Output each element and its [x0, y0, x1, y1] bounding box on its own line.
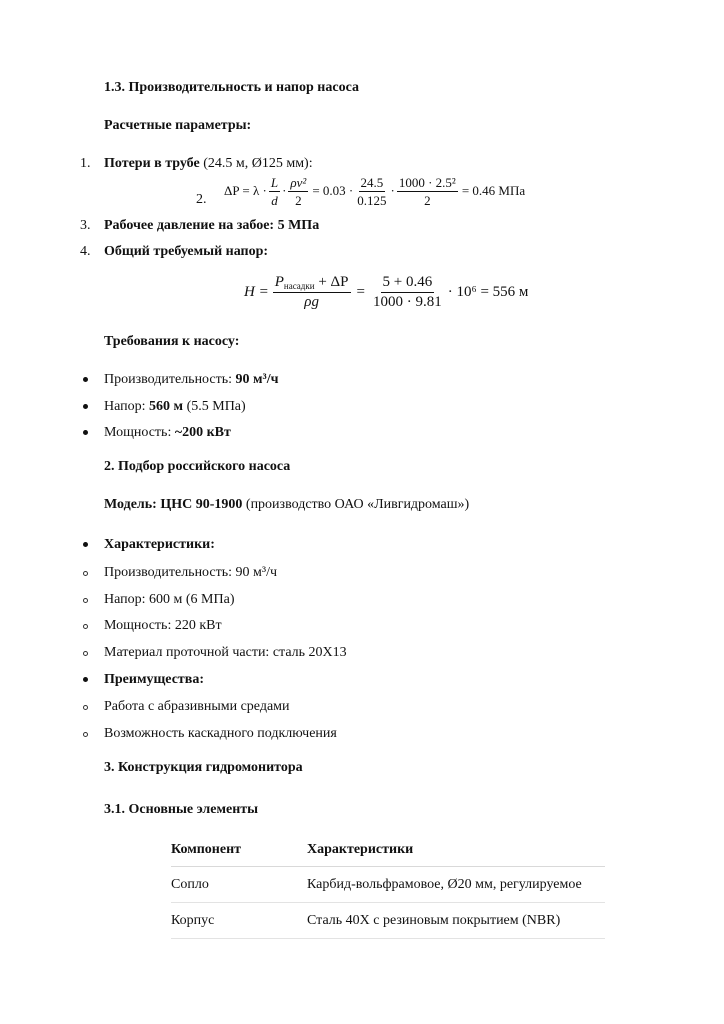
formula-h-eq: =	[356, 283, 365, 300]
bullet-circle	[83, 705, 88, 710]
symbol-p: P	[274, 273, 284, 290]
subscript-nozzle: насадки	[283, 280, 315, 291]
bullet-circle	[83, 624, 88, 629]
formula-pressure-loss	[224, 171, 525, 211]
table-row	[171, 867, 605, 903]
char-capacity: Производительность: 90 м³/ч	[104, 565, 277, 580]
formula-dp-eq1: = 0.03 ·	[312, 183, 354, 198]
fraction-values	[371, 274, 444, 311]
fraction-l-over-d	[269, 175, 280, 208]
list-number-4: 4.	[80, 244, 91, 259]
calc-params-title: Расчетные параметры:	[104, 118, 252, 133]
pipe-loss-params: (24.5 м, Ø125 мм):	[199, 156, 313, 171]
dot-operator: ·	[390, 183, 395, 198]
fraction-length-diameter	[355, 175, 388, 208]
frac-num: ρv²	[290, 174, 307, 190]
frac-num	[273, 274, 351, 293]
header-component: Компонент	[171, 834, 307, 867]
adv-abrasive: Работа с абразивными средами	[104, 699, 290, 714]
pump-requirements-title: Требования к насосу:	[104, 334, 240, 349]
char-material: Материал проточной части: сталь 20Х13	[104, 645, 347, 660]
list-item-total-head: Общий требуемый напор:	[104, 244, 269, 259]
req-power	[104, 424, 231, 442]
formula-h-lhs: H =	[244, 283, 269, 300]
model-label: Модель: ЦНС 90-1900	[104, 497, 243, 512]
dot-operator: ·	[282, 183, 287, 198]
table-row	[171, 903, 605, 939]
frac-num: 24.5	[360, 174, 384, 190]
frac-den: 2	[295, 192, 302, 208]
frac-den: ρg	[304, 293, 319, 310]
frac-den: 0.125	[357, 192, 387, 208]
table-cell: Сталь 40Х с резиновым покрытием (NBR)	[307, 903, 605, 939]
frac-den: d	[271, 192, 278, 208]
fraction-rho-v2	[288, 175, 308, 208]
bullet-circle	[83, 651, 88, 656]
req-value: 560 м	[149, 399, 184, 414]
numerator-rest: + ΔP	[314, 273, 349, 290]
fraction-dynamic-pressure	[397, 175, 458, 208]
formula-total-head	[244, 271, 528, 313]
header-characteristics: Характеристики	[307, 834, 605, 867]
pipe-loss-label: Потери в трубе	[104, 156, 200, 171]
formula-dp-lhs: ΔP = λ ·	[224, 183, 267, 198]
formula-h-result: · 10⁶ = 556 м	[447, 283, 529, 300]
section-heading-3-1: 3.1. Основные элементы	[104, 802, 259, 817]
req-extra: (5.5 МПа)	[183, 399, 246, 414]
list-number-2: 2.	[196, 192, 207, 207]
section-heading-3: 3. Конструкция гидромонитора	[104, 760, 303, 775]
frac-num: 1000 · 2.5²	[398, 174, 456, 190]
req-label: Напор:	[104, 399, 150, 414]
bullet-disc	[83, 542, 88, 547]
table-cell: Корпус	[171, 903, 307, 939]
model-manufacturer: (производство ОАО «Ливгидромаш»)	[242, 497, 470, 512]
bullet-disc	[83, 377, 88, 382]
list-number-1: 1.	[80, 156, 91, 171]
bullet-circle	[83, 598, 88, 603]
frac-num: 5 + 0.46	[381, 274, 435, 293]
pump-model	[104, 496, 469, 514]
adv-cascade: Возможность каскадного подключения	[104, 726, 337, 741]
req-capacity	[104, 371, 279, 389]
formula-dp-result: = 0.46 МПа	[461, 183, 526, 198]
frac-den: 1000 · 9.81	[373, 293, 442, 310]
req-label: Производительность:	[104, 372, 236, 387]
table-cell: Карбид-вольфрамовое, Ø20 мм, регулируемое	[307, 867, 605, 903]
req-value: 90 м³/ч	[235, 372, 279, 387]
char-power: Мощность: 220 кВт	[104, 618, 222, 633]
table-cell: Сопло	[171, 867, 307, 903]
advantages-title: Преимущества:	[104, 672, 205, 687]
req-value: ~200 кВт	[174, 425, 231, 440]
fraction-pressure-over-rhog	[273, 274, 351, 311]
table-header-row	[171, 834, 605, 867]
bullet-disc	[83, 404, 88, 409]
section-heading-1-3: 1.3. Производительность и напор насоса	[104, 80, 359, 95]
req-label: Мощность:	[104, 425, 175, 440]
req-head	[104, 398, 246, 416]
bullet-circle	[83, 732, 88, 737]
bullet-disc	[83, 430, 88, 435]
characteristics-title: Характеристики:	[104, 537, 215, 552]
bullet-disc	[83, 677, 88, 682]
frac-num: L	[270, 174, 279, 190]
char-head: Напор: 600 м (6 МПа)	[104, 592, 235, 607]
bullet-circle	[83, 571, 88, 576]
section-heading-2: 2. Подбор российского насоса	[104, 459, 291, 474]
components-table	[171, 834, 605, 939]
list-number-3: 3.	[80, 218, 91, 233]
list-item-working-pressure: Рабочее давление на забое: 5 МПа	[104, 218, 320, 233]
frac-den: 2	[424, 192, 431, 208]
